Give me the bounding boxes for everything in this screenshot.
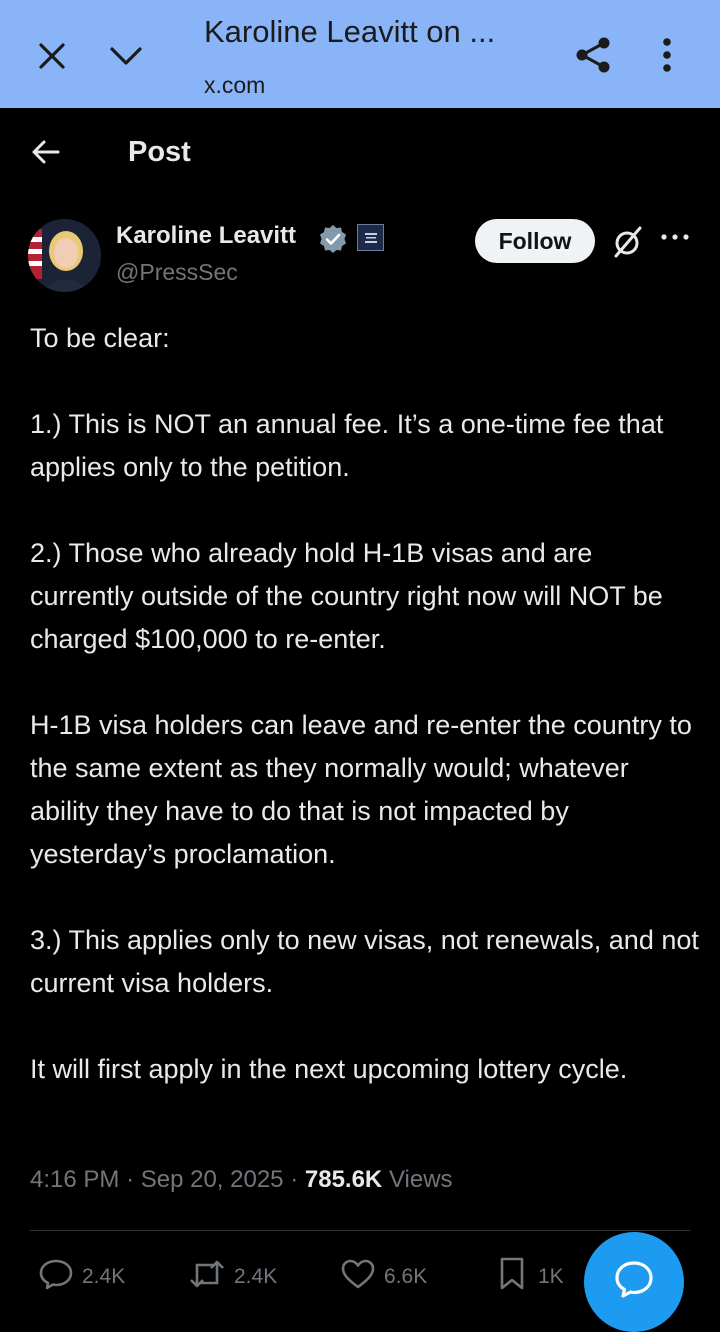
tweet-meta (30, 1166, 453, 1194)
browser-toolbar (0, 0, 720, 108)
reply-count: 2.4K (82, 1265, 126, 1288)
heart-icon (340, 1256, 376, 1298)
follow-button[interactable]: Follow (475, 219, 595, 263)
avatar[interactable] (28, 219, 101, 292)
repost-button[interactable] (188, 1256, 277, 1298)
tweet-text (30, 317, 700, 1091)
chevron-down-icon[interactable] (106, 38, 146, 74)
repost-icon (188, 1256, 226, 1298)
bookmark-count: 1K (538, 1265, 564, 1288)
views-label: Views (388, 1166, 453, 1193)
author-handle[interactable]: @PressSec (116, 259, 238, 285)
like-button[interactable] (340, 1256, 427, 1298)
tweet-paragraph: H-1B visa holders can leave and re-enter the country to the same extent as they normally would; whatever ability they have to do that is not impacted by yesterday’s proclamation. (30, 710, 692, 869)
share-icon[interactable] (572, 34, 614, 76)
author-name[interactable]: Karoline Leavitt (116, 222, 297, 249)
tweet-paragraph: 3.) This applies only to new visas, not renewals, and not current visa holders. (30, 925, 699, 998)
page-title: Karoline Leavitt on ... (204, 14, 496, 49)
views-count: 785.6K (304, 1166, 383, 1193)
back-arrow-icon[interactable] (30, 136, 62, 173)
header-title: Post (128, 136, 191, 168)
bookmark-icon (494, 1256, 530, 1298)
tweet-paragraph: 1.) This is NOT an annual fee. It’s a one-time fee that applies only to the petition. (30, 409, 664, 482)
affiliation-badge-icon[interactable] (357, 224, 384, 251)
meta-separator: · (290, 1166, 305, 1193)
reply-icon (38, 1256, 74, 1298)
meta-separator: · (126, 1166, 141, 1193)
page-url[interactable]: x.com (204, 72, 266, 98)
tweet-time[interactable]: 4:16 PM (30, 1166, 120, 1193)
more-vertical-icon[interactable] (654, 34, 680, 76)
like-count: 6.6K (384, 1265, 428, 1288)
more-options-icon[interactable] (660, 230, 690, 248)
close-icon[interactable] (34, 38, 70, 74)
post-header (0, 108, 720, 198)
reply-button[interactable] (38, 1256, 125, 1298)
verified-badge-icon[interactable] (318, 224, 348, 259)
tweet-date[interactable]: Sep 20, 2025 (140, 1166, 284, 1193)
tweet-paragraph: 2.) Those who already hold H-1B visas and are currently outside of the country right now will NOT be charged $100,000 to re-enter. (30, 538, 663, 654)
tweet-paragraph: It will first apply in the next upcoming lottery cycle. (30, 1054, 628, 1084)
grok-icon[interactable] (610, 224, 646, 265)
repost-count: 2.4K (234, 1265, 278, 1288)
bookmark-button[interactable] (494, 1256, 564, 1298)
tweet-paragraph: To be clear: (30, 323, 170, 353)
chat-bubble-icon (612, 1258, 656, 1307)
divider (30, 1230, 690, 1231)
compose-reply-button[interactable] (584, 1232, 684, 1332)
